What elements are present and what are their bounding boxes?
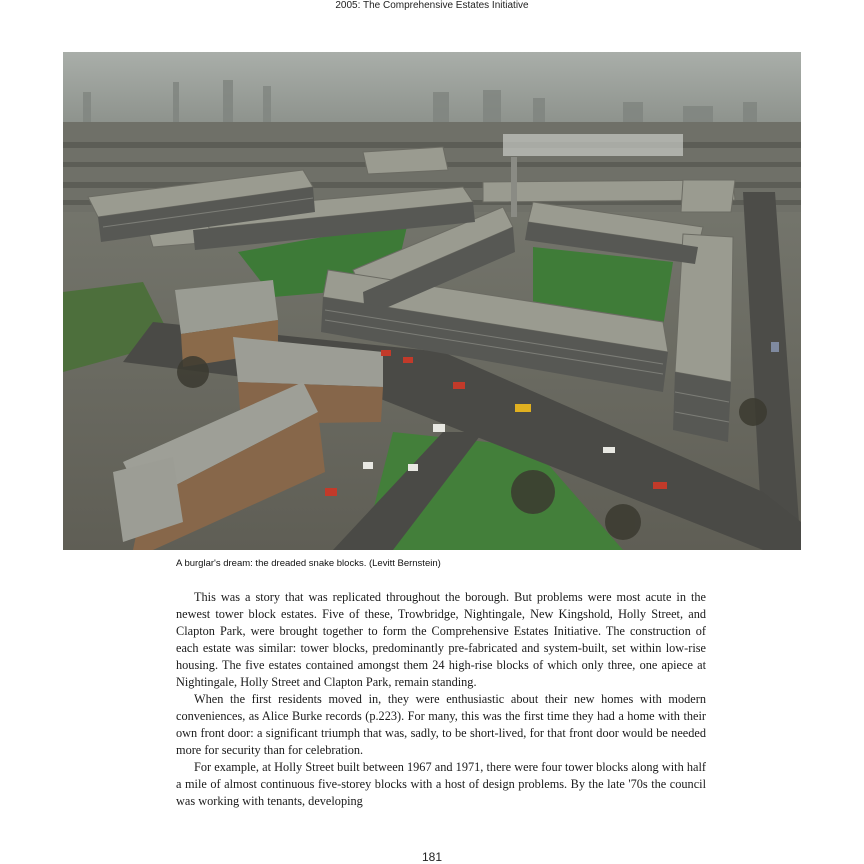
figure-caption: A burglar's dream: the dreaded snake blocks. (Levitt Bernstein) (176, 558, 441, 569)
aerial-estate-photo (63, 52, 801, 550)
paragraph: This was a story that was replicated throughout the borough. But problems were most acute in the newest tower block estates. Five of these, Trowbridge, Nightingale, New Kingshold, Holly Street, and Clapton Park, were brought together to form the Comprehensive Estates Initiative. The construction of each estate was similar: tower blocks, predominantly pre-fabricated and system-built, set within low-rise housing. The five estates contained amongst them 24 high-rise blocks of which only three, one apiece at Nightingale, Holly Street and Clapton Park, remain standing. (176, 590, 706, 689)
page-number: 181 (421, 850, 443, 864)
paragraph: When the first residents moved in, they were enthusiastic about their new homes with modern conveniences, as Alice Burke records (p.223). For many, this was the first time they had a home with their own front door: a significant triumph that was, sadly, to be short-lived, for that front door would be needed more for security than for celebration. (176, 692, 706, 757)
paragraph: For example, at Holly Street built between 1967 and 1971, there were four tower blocks along with half a mile of almost continuous five-storey blocks with a host of design problems. By the late '70s the council was working with tenants, developing (176, 760, 706, 808)
photo-illustration (63, 52, 801, 550)
running-header: 2005: The Comprehensive Estates Initiative (335, 0, 529, 11)
body-text (176, 589, 706, 810)
